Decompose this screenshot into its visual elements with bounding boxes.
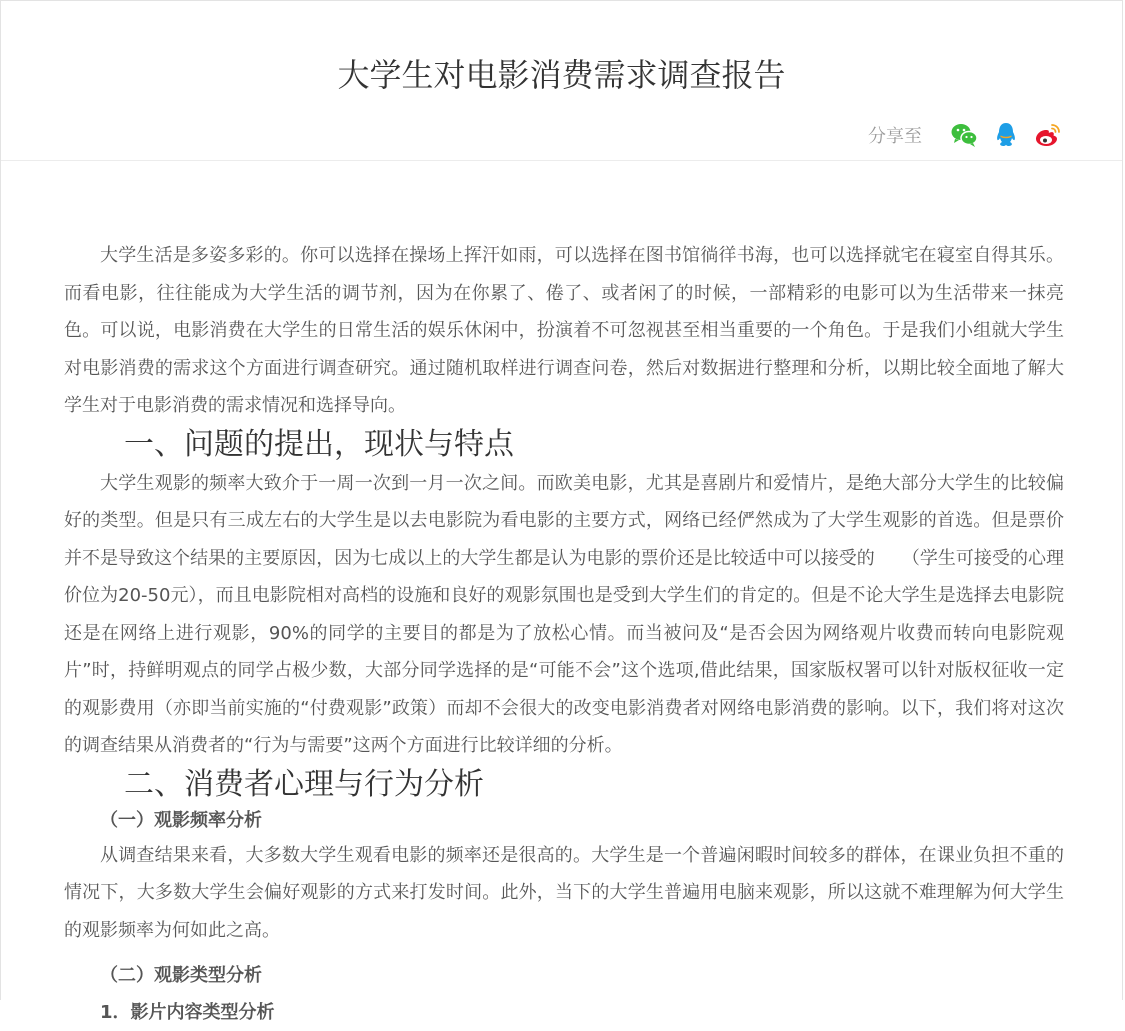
subsection-heading-type: （二）观影类型分析: [100, 965, 262, 986]
section-heading-2: 二、消费者心理与行为分析: [124, 766, 484, 802]
share-label: 分享至: [868, 126, 922, 147]
qq-icon[interactable]: [992, 121, 1020, 149]
intro-paragraph: 大学生活是多姿多彩的。你可以选择在操场上挥汗如雨，可以选择在图书馆徜徉书海，也可以选择就宅在寝室自得其乐。而看电影，往往能成为大学生活的调节剂，因为在你累了、倦了、或者闲了的时候，一部精彩的电影可以为生活带来一抹亮色。可以说，电影消费在大学生的日常生活的娱乐休闲中，扮演着不可忽视甚至相当重要的一个角色。于是我们小组就大学生对电影消费的需求这个方面进行调查研究。通过随机取样进行调查问卷，然后对数据进行整理和分析，以期比较全面地了解大学生对于电影消费的需求情况和选择导向。: [64, 245, 1064, 416]
frequency-paragraph: 从调查结果来看，大多数大学生观看电影的频率还是很高的。大学生是一个普遍闲暇时间较多的群体，在课业负担不重的情况下，大多数大学生会偏好观影的方式来打发时间。此外，当下的大学生普遍用电脑来观影，所以这就不难理解为何大学生的观影频率为何如此之高。: [64, 844, 1064, 941]
share-bar: [868, 119, 1062, 151]
section1-paragraph: 大学生观影的频率大致介于一周一次到一月一次之间。而欧美电影，尤其是喜剧片和爱情片，是绝大部分大学生的比较偏好的类型。但是只有三成左右的大学生是以去电影院为看电影的主要方式，网络已经俨然成为了大学生观影的首选。但是票价并不是导致这个结果的主要原因，因为七成以上的大学生都是认为电影的票价还是比较适中可以接受的 （学生可接受的心理价位为20-50元），而且电影院相对高档的设施和良好的观影氛围也是受到大学生们的肯定的。但是不论大学生是选择去电影院还是在网络上进行观影，90%的同学的主要目的都是为了放松心情。而当被问及“是否会因为网络观片收费而转向电影院观片”时，持鲜明观点的同学占极少数，大部分同学选择的是“可能不会”这个选项,借此结果，国家版权署可以针对版权征收一定的观影费用（亦即当前实施的“付费观影”政策）而却不会很大的改变电影消费者对网络电影消费的影响。以下，我们将对这次的调查结果从消费者的“行为与需要”这两个方面进行比较详细的分析。: [64, 472, 1064, 756]
article-header: [1, 1, 1122, 161]
wechat-icon[interactable]: [950, 121, 978, 149]
section-heading-1: 一、问题的提出，现状与特点: [124, 426, 514, 462]
subsection-heading-frequency: （一）观影频率分析: [100, 809, 262, 831]
weibo-icon[interactable]: [1034, 121, 1062, 149]
item-heading-content-type: 1．影片内容类型分析: [100, 1002, 275, 1023]
page-title: 大学生对电影消费需求调查报告: [337, 56, 786, 94]
article-body: [64, 237, 1064, 1031]
